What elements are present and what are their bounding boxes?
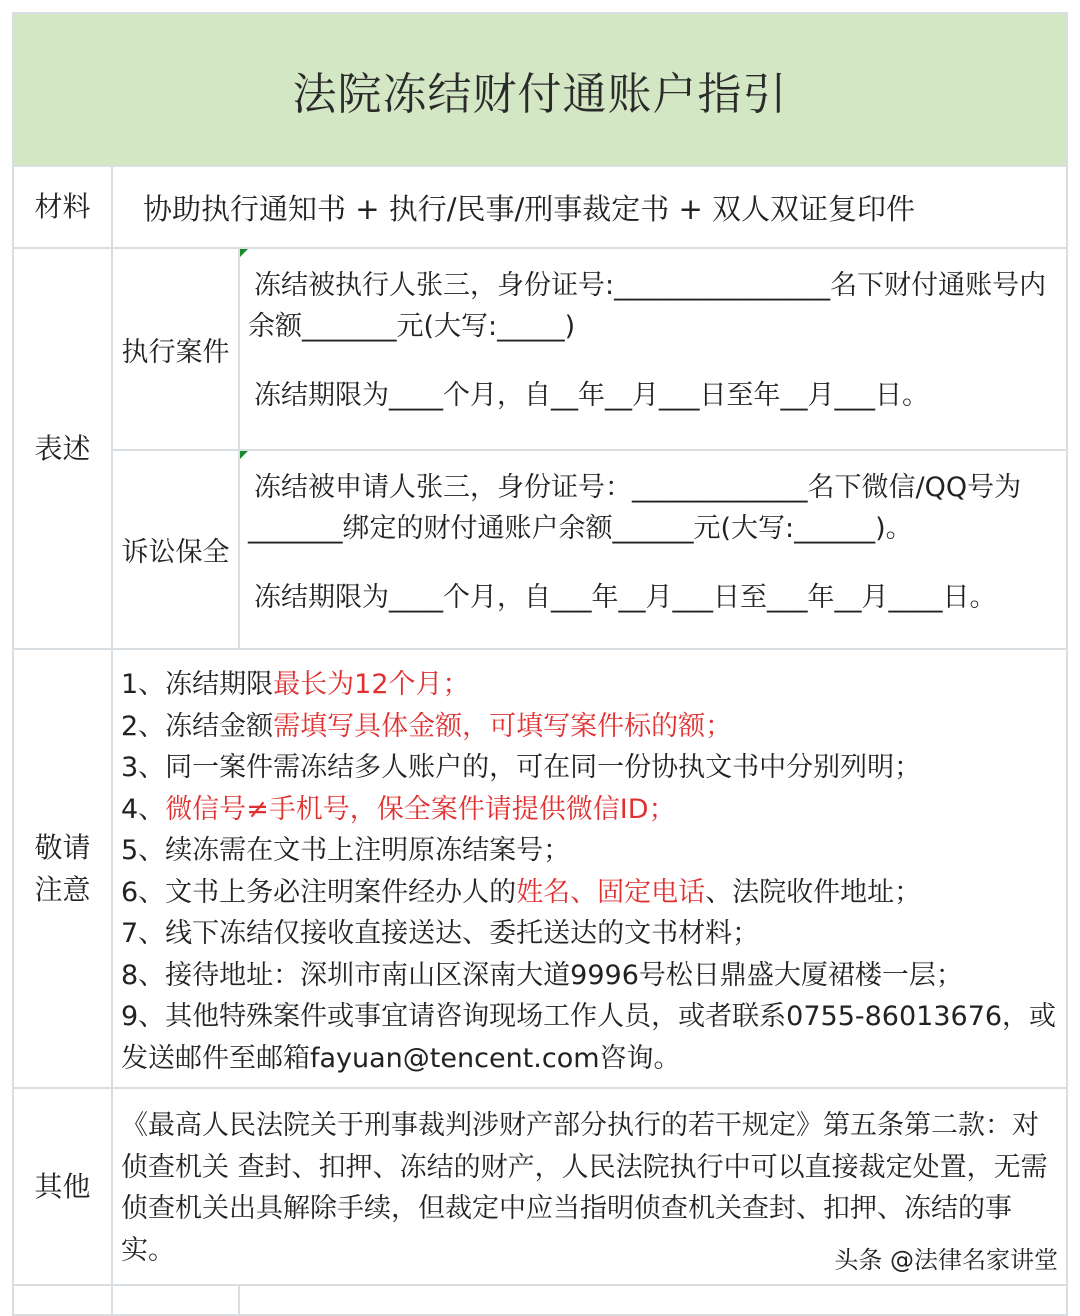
note-text: 2、冻结金额 bbox=[121, 710, 274, 742]
note-item bbox=[121, 872, 1058, 914]
note-item bbox=[121, 955, 1058, 997]
note-highlight: 微信号≠手机号，保全案件请提供微信ID； bbox=[165, 793, 676, 825]
note-text: 6、文书上务必注明案件经办人的 bbox=[121, 876, 517, 908]
note-highlight: 姓名、固定电话 bbox=[516, 876, 706, 908]
note-item bbox=[121, 996, 1058, 1079]
note-item bbox=[121, 664, 1058, 706]
note-text: 、法院收件地址； bbox=[705, 876, 922, 908]
preservation-row bbox=[113, 449, 1066, 648]
guide-table bbox=[12, 12, 1068, 1316]
note-text: 5、续冻需在文书上注明原冻结案号； bbox=[121, 835, 571, 866]
note-item bbox=[121, 830, 1058, 872]
watermark: 头条 @法律名家讲堂 bbox=[834, 1246, 1058, 1274]
empty-cell bbox=[240, 1286, 1066, 1314]
note-item bbox=[121, 706, 1058, 748]
empty-cell bbox=[14, 1286, 113, 1314]
empty-cell bbox=[113, 1286, 240, 1314]
materials-label: 材料 bbox=[14, 167, 113, 247]
note-text: 7、线下冻结仅接收直接送达、委托送达的文书材料； bbox=[121, 918, 760, 949]
note-text: 1、冻结期限 bbox=[121, 669, 274, 700]
note-text: 9、其他特殊案件或事宜请咨询现场工作人员，或者联系0755-86013676，或发送邮件至邮箱fayuan@tencent.com咨询。 bbox=[121, 1001, 1057, 1074]
preservation-cell bbox=[240, 451, 1066, 648]
empty-row bbox=[14, 1284, 1066, 1314]
note-item bbox=[121, 747, 1058, 789]
note-text: 4、 bbox=[121, 793, 166, 825]
notes-list bbox=[113, 650, 1066, 1087]
note-highlight: 需填写具体金额，可填写案件标的额； bbox=[273, 710, 733, 742]
materials-text: 协助执行通知书 + 执行/民事/刑事裁定书 + 双人双证复印件 bbox=[143, 191, 916, 226]
note-item bbox=[121, 789, 1058, 831]
enforcement-line1: 冻结被执行人张三，身份证号:________________名下财付通账号内余额_______元(大写:_____) bbox=[248, 270, 1047, 342]
page-title: 法院冻结财付通账户指引 bbox=[14, 14, 1066, 165]
statement-row bbox=[14, 247, 1066, 648]
other-text: 《最高人民法院关于刑事裁判涉财产部分执行的若干规定》第五条第二款：对侦查机关 查封、扣押、冻结的财产，人民法院执行中可以直接裁定处置，无需侦查机关出具解除手续，但裁定中应当指明侦查机关查封、扣押、冻结的事实。 bbox=[121, 1110, 1048, 1266]
materials-row bbox=[14, 165, 1066, 247]
other-label: 其他 bbox=[14, 1089, 113, 1284]
enforcement-cell bbox=[240, 249, 1066, 449]
note-item bbox=[121, 913, 1058, 955]
preservation-line2: 冻结期限为____个月，自___年__月___日至___年__月____日。 bbox=[254, 582, 997, 613]
preservation-label: 诉讼保全 bbox=[113, 451, 240, 648]
enforcement-label: 执行案件 bbox=[113, 249, 240, 449]
note-text: 8、接待地址：深圳市南山区深南大道9996号松日鼎盛大厦裙楼一层； bbox=[121, 959, 963, 991]
note-highlight: 最长为12个月； bbox=[273, 669, 470, 700]
statement-label: 表述 bbox=[14, 249, 113, 648]
enforcement-row bbox=[113, 249, 1066, 449]
cell-comment-marker bbox=[240, 451, 248, 459]
note-text: 3、同一案件需冻结多人账户的，可在同一份协执文书中分别列明； bbox=[121, 752, 922, 783]
notes-label: 敬请注意 bbox=[14, 650, 113, 1087]
enforcement-line2: 冻结期限为____个月，自__年__月___日至年__月___日。 bbox=[254, 380, 929, 411]
notes-row bbox=[14, 648, 1066, 1087]
cell-comment-marker bbox=[240, 249, 248, 257]
preservation-line1: 冻结被申请人张三，身份证号：_____________名下微信/QQ号为_______绑定的财付通账户余额______元(大写:______)。 bbox=[248, 472, 1022, 544]
